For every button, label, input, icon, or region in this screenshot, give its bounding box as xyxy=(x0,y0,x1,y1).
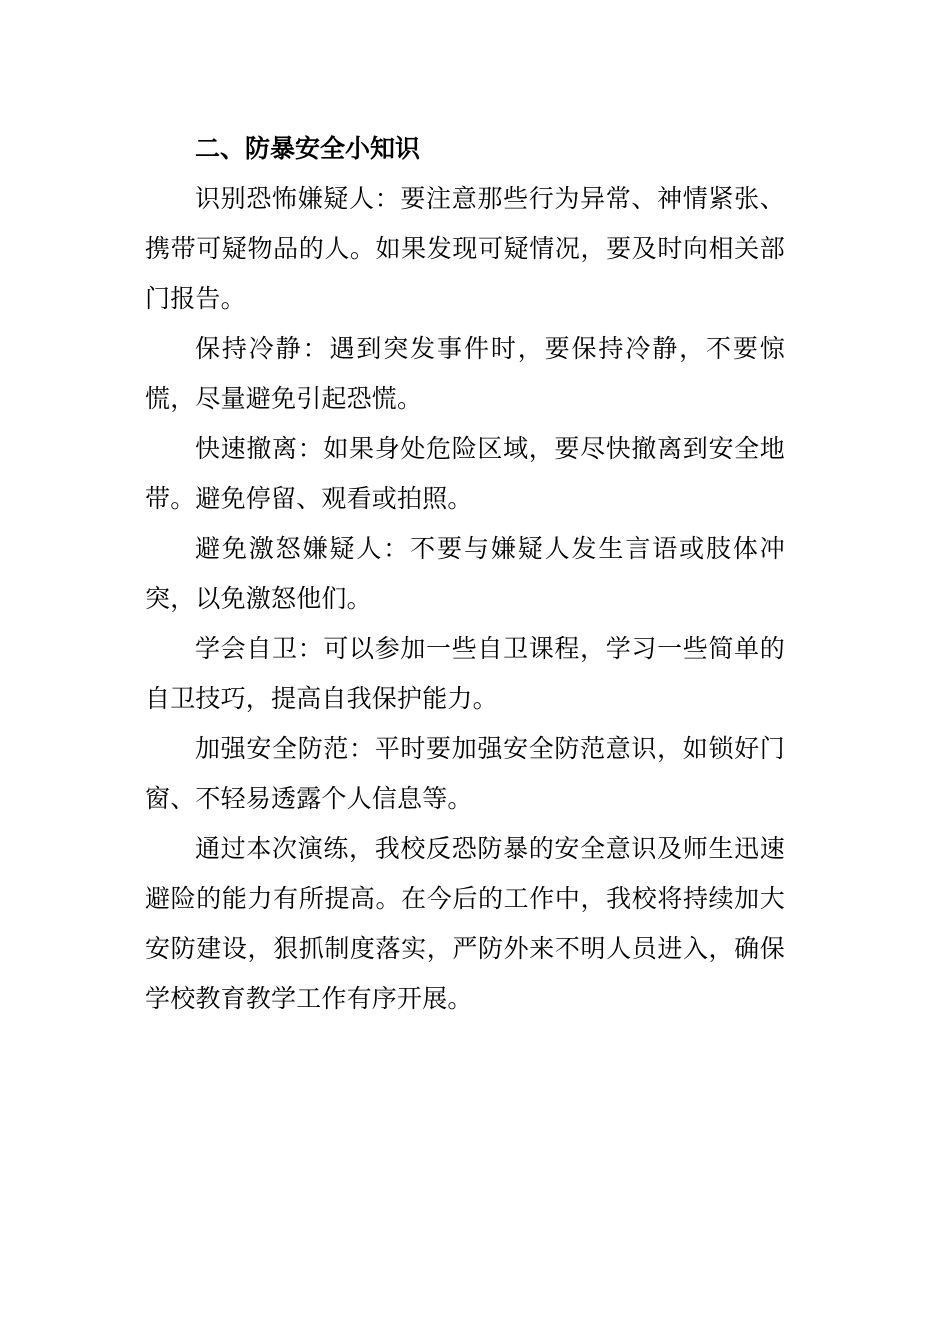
paragraph-strengthen-security: 加强安全防范：平时要加强安全防范意识，如锁好门窗、不轻易透露个人信息等。 xyxy=(145,734,785,813)
section-heading: 二、防暴安全小知识 xyxy=(195,134,421,163)
paragraph-avoid-provoking: 避免激怒嫌疑人：不要与嫌疑人发生言语或肢体冲突，以免激怒他们。 xyxy=(145,534,785,613)
document-body xyxy=(145,124,785,1024)
paragraph-evacuate-quickly: 快速撤离：如果身处危险区域，要尽快撤离到安全地带。避免停留、观看或拍照。 xyxy=(145,434,785,513)
paragraph-identify-suspects: 识别恐怖嫌疑人：要注意那些行为异常、神情紧张、携带可疑物品的人。如果发现可疑情况，要及时向相关部门报告。 xyxy=(145,184,785,313)
paragraph-self-defense: 学会自卫：可以参加一些自卫课程，学习一些简单的自卫技巧，提高自我保护能力。 xyxy=(145,634,785,713)
paragraph-conclusion: 通过本次演练，我校反恐防暴的安全意识及师生迅速避险的能力有所提高。在今后的工作中，我校将持续加大安防建设，狠抓制度落实，严防外来不明人员进入，确保学校教育教学工作有序开展。 xyxy=(145,834,785,1013)
paragraph-stay-calm: 保持冷静：遇到突发事件时，要保持冷静，不要惊慌，尽量避免引起恐慌。 xyxy=(145,334,785,413)
